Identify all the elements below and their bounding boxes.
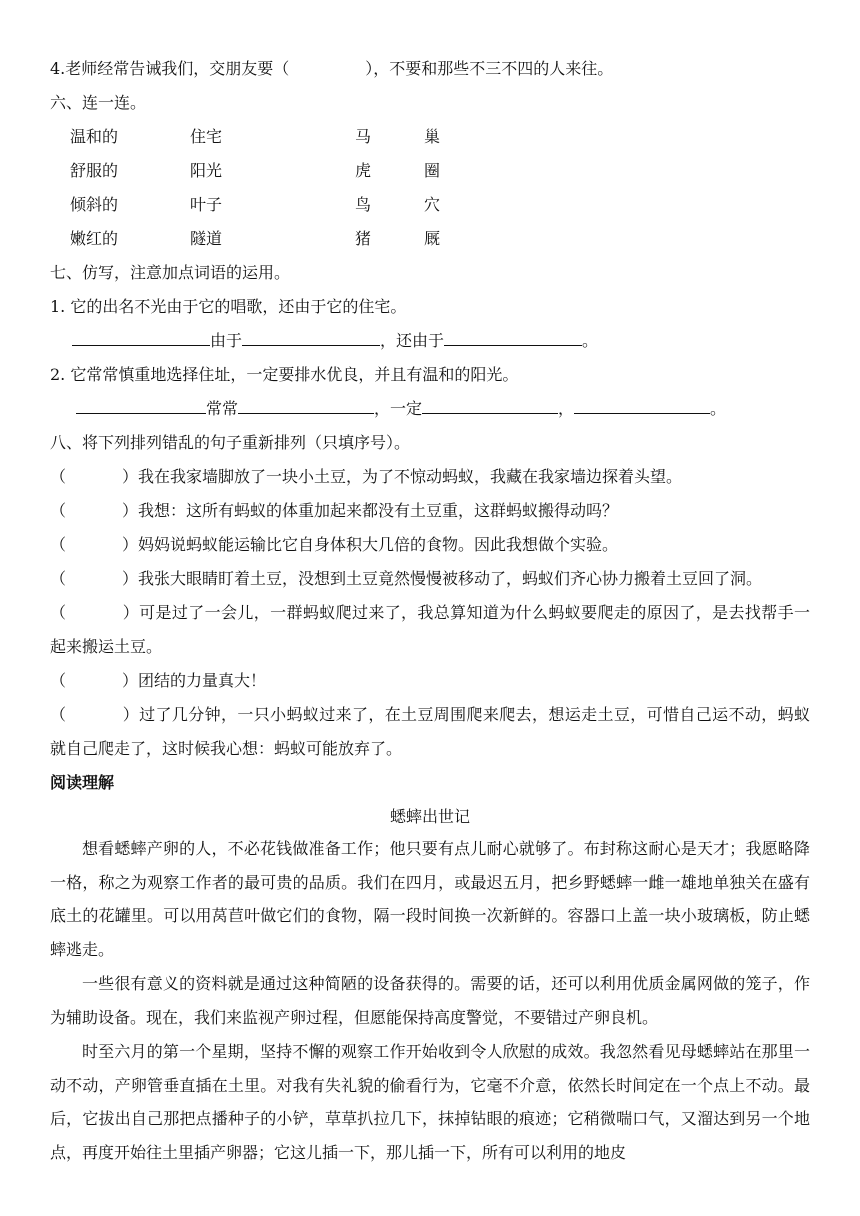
order-item: （ ）妈妈说蚂蚁能运输比它自身体积大几倍的食物。因此我想做个实验。: [50, 535, 619, 554]
order-item-text: 可是过了一会儿，一群蚂蚁爬过来了，我总算知道为什么蚂蚁要爬走的原因了，是去找帮手一起来搬运土豆。: [50, 603, 810, 656]
answer-underline[interactable]: [444, 331, 582, 346]
imitation-answer-1: [72, 331, 598, 351]
match-home[interactable]: 巢: [424, 127, 441, 146]
answer-underline[interactable]: [574, 399, 710, 414]
section-8-title: 八、将下列排列错乱的句子重新排列（只填序号）。: [50, 433, 411, 452]
match-noun[interactable]: 阳光: [190, 161, 223, 180]
order-item-text: 团结的力量真大！: [138, 671, 267, 690]
order-item-text: 我想：这所有蚂蚁的体重加起来都没有土豆重，这群蚂蚁搬得动吗？: [138, 501, 619, 520]
question-4-text-after: ），不要和那些不三不四的人来往。: [365, 59, 614, 78]
reading-heading: 阅读理解: [50, 773, 115, 792]
sentence-end: 。: [710, 399, 727, 418]
imitation-sentence-2: 2. 它常常慎重地选择住址，一定要排水优良，并且有温和的阳光。: [50, 365, 519, 384]
keyword: 由于: [210, 331, 243, 350]
order-item: （ ）过了几分钟，一只小蚂蚁过来了，在土豆周围爬来爬去，想运走土豆，可惜自己运不动，蚂蚁就自己爬走了，这时候我心想：蚂蚁可能放弃了。: [50, 705, 810, 758]
match-noun[interactable]: 住宅: [190, 127, 223, 146]
order-item: （ ）我张大眼睛盯着土豆，没想到土豆竟然慢慢被移动了，蚂蚁们齐心协力搬着土豆回了洞。: [50, 569, 763, 588]
order-item-text: 过了几分钟，一只小蚂蚁过来了，在土豆周围爬来爬去，想运走土豆，可惜自己运不动，蚂蚁就自己爬走了，这时候我心想：蚂蚁可能放弃了。: [50, 705, 810, 758]
question-4-text-before: 4.老师经常告诫我们，交朋友要（: [50, 59, 290, 78]
answer-underline[interactable]: [72, 331, 210, 346]
match-animal[interactable]: 虎: [355, 161, 372, 180]
match-noun[interactable]: 隧道: [190, 229, 223, 248]
match-animal[interactable]: 鸟: [355, 195, 372, 214]
reading-paragraph: 一些很有意义的资料就是通过这种简陋的设备获得的。需要的话，还可以利用优质金属网做的笼子，作为辅助设备。现在，我们来监视产卵过程，但愿能保持高度警觉，不要错过产卵良机。: [50, 974, 810, 1027]
section-7-title: 七、仿写，注意加点词语的运用。: [50, 263, 291, 282]
match-home[interactable]: 圈: [424, 161, 441, 180]
answer-underline[interactable]: [422, 399, 558, 414]
keyword: ，还由于: [380, 331, 445, 350]
answer-underline[interactable]: [242, 331, 380, 346]
keyword: ，一定: [374, 399, 423, 418]
imitation-sentence-1: 1. 它的出名不光由于它的唱歌，还由于它的住宅。: [50, 297, 407, 316]
match-adjective[interactable]: 温和的: [70, 127, 119, 146]
section-6-title: 六、连一连。: [50, 93, 147, 112]
match-adjective[interactable]: 嫩红的: [70, 229, 119, 248]
match-home[interactable]: 穴: [424, 195, 441, 214]
match-adjective[interactable]: 舒服的: [70, 161, 119, 180]
match-noun[interactable]: 叶子: [190, 195, 223, 214]
match-animal[interactable]: 马: [355, 127, 372, 146]
reading-title: 蟋蟀出世记: [389, 807, 470, 826]
order-item-text: 妈妈说蚂蚁能运输比它自身体积大几倍的食物。因此我想做个实验。: [138, 535, 619, 554]
sentence-end: 。: [582, 331, 599, 350]
keyword: 常常: [206, 399, 239, 418]
order-item: （ ）团结的力量真大！: [50, 671, 267, 690]
order-item-text: 我在我家墙脚放了一块小土豆，为了不惊动蚂蚁，我藏在我家墙边探着头望。: [138, 467, 683, 486]
match-animal[interactable]: 猪: [355, 229, 372, 248]
order-item: （ ）我想：这所有蚂蚁的体重加起来都没有土豆重，这群蚂蚁搬得动吗？: [50, 501, 619, 520]
question-4: [50, 59, 613, 79]
order-item: （ ）我在我家墙脚放了一块小土豆，为了不惊动蚂蚁，我藏在我家墙边探着头望。: [50, 467, 683, 486]
order-item: （ ）可是过了一会儿，一群蚂蚁爬过来了，我总算知道为什么蚂蚁要爬走的原因了，是去找帮手一起来搬运土豆。: [50, 603, 810, 656]
reading-paragraph: 时至六月的第一个星期，坚持不懈的观察工作开始收到令人欣慰的成效。我忽然看见母蟋蟀站在那里一动不动，产卵管垂直插在土里。对我有失礼貌的偷看行为，它毫不介意，依然长时间定在一个点上不动。最后，它拔出自己那把点播种子的小铲，草草扒拉几下，抹掉钻眼的痕迹；它稍微喘口气，又溜达到另一个地点，再度开始往土里插产卵器；它这儿插一下，那儿插一下，所有可以利用的地皮: [50, 1042, 810, 1162]
separator: ，: [558, 399, 575, 418]
imitation-answer-2: [76, 399, 726, 419]
answer-underline[interactable]: [238, 399, 374, 414]
order-item-text: 我张大眼睛盯着土豆，没想到土豆竟然慢慢被移动了，蚂蚁们齐心协力搬着土豆回了洞。: [138, 569, 763, 588]
reading-paragraph: 想看蟋蟀产卵的人，不必花钱做准备工作；他只要有点儿耐心就够了。布封称这耐心是天才；我愿略降一格，称之为观察工作者的最可贵的品质。我们在四月，或最迟五月，把乡野蟋蟀一雌一雄地单独关在盛有底土的花罐里。可以用莴苣叶做它们的食物，隔一段时间换一次新鲜的。容器口上盖一块小玻璃板，防止蟋蟀逃走。: [50, 839, 810, 959]
match-home[interactable]: 厩: [424, 229, 441, 248]
match-adjective[interactable]: 倾斜的: [70, 195, 119, 214]
answer-underline[interactable]: [76, 399, 206, 414]
